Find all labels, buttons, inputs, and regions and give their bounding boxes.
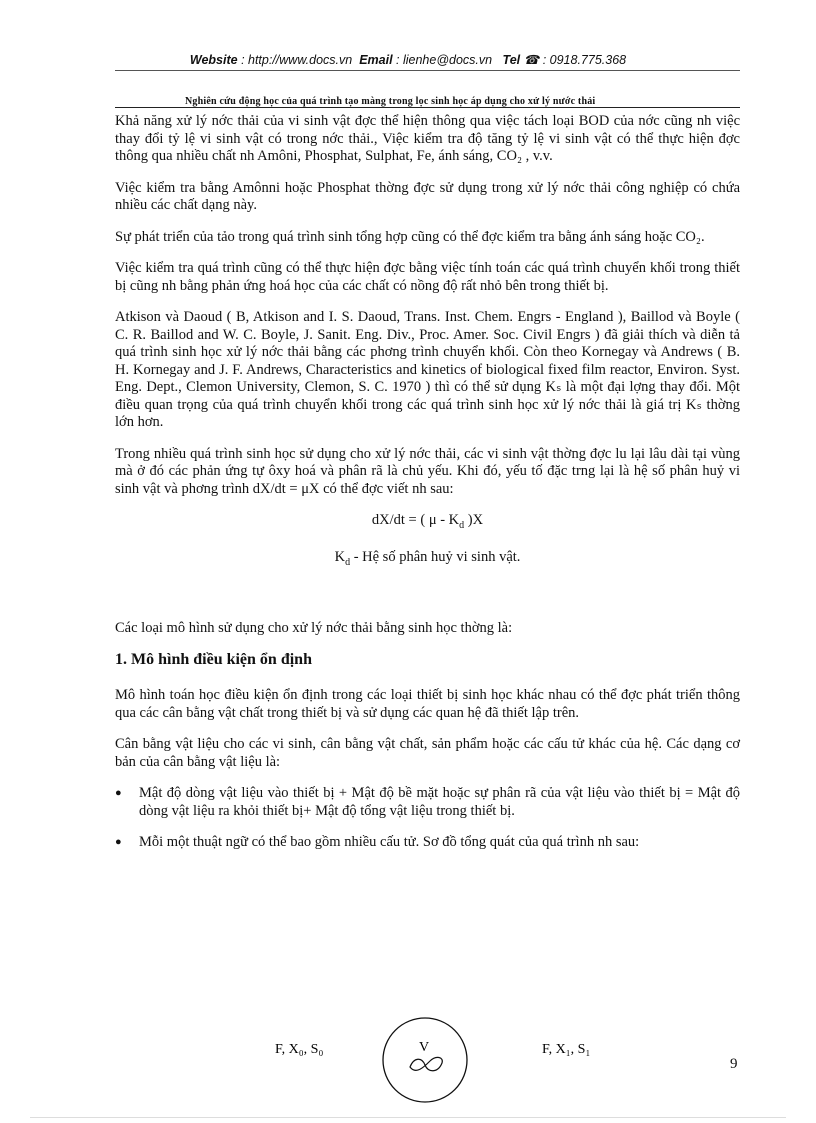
paragraph: Việc kiểm tra quá trình cũng có thể thực hiện đợc bằng việc tính toán các quá trình chuyển khối trong thiết bị cũng nh bằng phản ứng hoá học của các chất có nồng độ rất nhỏ bên trong thiết bị.: [115, 260, 740, 294]
website-value: : http://www.docs.vn: [241, 53, 353, 67]
vessel-label: V: [419, 1040, 430, 1055]
reactor-vessel: [383, 1018, 467, 1102]
page-header: [0, 52, 816, 67]
footer-rule: [30, 1117, 786, 1118]
equation-rate: dX/dt = ( μ - $K_d$ )X: [371, 512, 484, 531]
email-label: Email: [359, 53, 393, 67]
inlet-label: F, X₀, S₀: [275, 1042, 324, 1057]
running-title: Nghiên cứu động học của quá trình tạo màng trong lọc sinh học áp dụng cho xử lý nước thải: [185, 96, 596, 107]
tel-label: Tel: [502, 53, 521, 67]
website-label: Website: [189, 53, 238, 67]
paragraph: Cân bằng vật liệu cho các vi sinh, cân bằng vật chất, sản phẩm hoặc các cấu tử khác của hệ. Các dạng cơ bản của cân bằng vật liệu là:: [115, 736, 740, 770]
bullet-item: ● Mật độ dòng vật liệu vào thiết bị + Mật độ bề mặt hoặc sự phân rã của vật liệu vào thiết bị = Mật độ dòng vật liệu ra khỏi thiết bị+ Mật độ tổng vật liệu trong thiết bị.: [115, 785, 740, 820]
paragraph: Mô hình toán học điều kiện ổn định trong các loại thiết bị sinh học khác nhau có thể đợc phát triển thông qua các cân bằng vật chất trong thiết bị và sử dụng các quan hệ đã thiết lập trên.: [115, 687, 740, 721]
document-body: [115, 113, 740, 866]
email-value: : lienhe@docs.vn: [396, 53, 493, 67]
paragraph: Trong nhiều quá trình sinh học sử dụng cho xử lý nớc thải, các vi sinh vật thờng đợc lu lại lâu dài tại vùng mà ở đó các phản ứng tự ôxy hoá và phân rã là chủ yếu. Khi đó, yếu tố đặc trng lại là hệ số phân huỷ vi sinh vật và phơng trình dX/dt = μX có thể đợc viết nh sau:: [115, 445, 740, 497]
bullet-item: ● Mỗi một thuật ngữ có thể bao gồm nhiều cấu tử. Sơ đồ tổng quát của quá trình nh sau:: [115, 834, 740, 852]
tel-value: : 0918.775.368: [542, 53, 627, 67]
paragraph: Các loại mô hình sử dụng cho xử lý nớc thải bằng sinh học thờng là:: [115, 619, 513, 636]
page-number: 9: [730, 1056, 738, 1072]
header-divider: [115, 70, 740, 71]
paragraph: Việc kiểm tra bằng Amônni hoặc Phosphat thờng đợc sử dụng trong xử lý nớc thải công nghiệp có chứa nhiều các chất dạng này.: [115, 179, 740, 213]
equation-definition: $K_d$ - Hệ số phân huỷ vi sinh vật.: [334, 548, 521, 568]
outlet-label: F, X₁, S₁: [542, 1042, 591, 1057]
section-heading: 1. Mô hình điều kiện ổn định: [115, 651, 312, 669]
process-diagram: [270, 1015, 610, 1105]
paragraph: Khả năng xử lý nớc thải của vi sinh vật đợc thể hiện thông qua việc tách loại BOD của nớc cũng nh việc thay đổi tỷ lệ vi sinh vật có trong nớc thải., Việc kiểm tra độ tăng tỷ lệ vi sinh vật có thể thực hiện đợc thông qua nhiều chất nh Amôni, Phosphat, Sulphat, Fe, ánh sáng, CO₂ , v.v.: [115, 113, 740, 164]
infinity-icon: [410, 1057, 442, 1070]
running-title-rule: [115, 107, 740, 108]
phone-icon: ☎: [523, 53, 540, 67]
paragraph: Atkison và Daoud ( B, Atkison and I. S. Daoud, Trans. Inst. Chem. Engrs - England ), Baillod và Boyle ( C. R. Baillod and W. C. Boyle, J. Sanit. Eng. Div., Proc. Amer. Soc. Civil Engrs ) đã giải thích và diễn tả quá trình sinh học xử lý nớc thải bằng các phơng trình chuyển khối. Còn theo Kornegay và Andrews ( B. H. Kornegay and J. F. Andrews, Characteristics and kinetics of biological fixed film reactor, Environ. Syst. Eng. Dept., Clemon University, Clemon, S. C. 1970 ) thì có thể sử dụng Kₛ là một đại lợng thay đổi. Một điều quan trọng của quá trình chuyển khối trong các quá trình sinh học xử lý nớc thải là giá trị Kₛ thờng lớn hơn.: [115, 309, 740, 430]
paragraph: Sự phát triển của tảo trong quá trình sinh tổng hợp cũng có thể đợc kiểm tra bằng ánh sáng hoặc CO₂.: [115, 228, 705, 245]
